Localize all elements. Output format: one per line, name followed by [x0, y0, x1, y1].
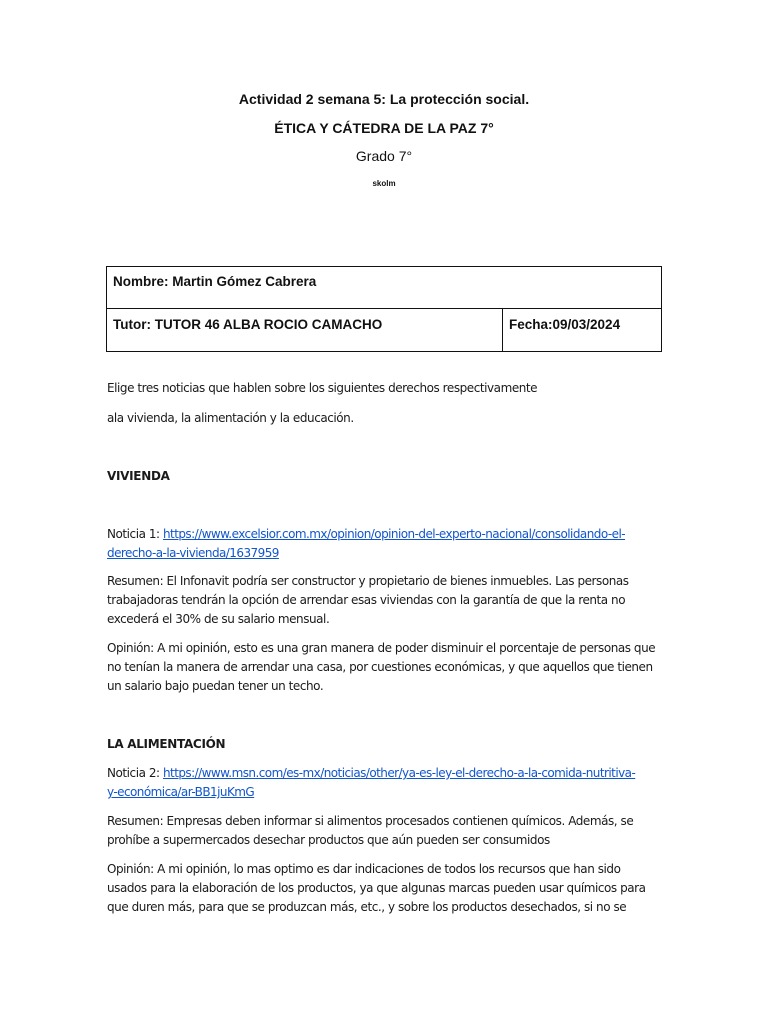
student-info-table	[106, 266, 662, 352]
document-title: Actividad 2 semana 5: La protección social.	[238, 91, 530, 107]
instruction-line-1: Elige tres noticias que hablen sobre los siguientes derechos respectivamente	[107, 381, 538, 395]
noticia-2-label: Noticia 2:	[107, 766, 163, 780]
resumen-2-line-1: Resumen: Empresas deben informar si alimentos procesados contienen químicos. Además, se	[107, 814, 634, 828]
student-name-cell: Nombre: Martin Gómez Cabrera	[107, 267, 662, 309]
small-mark-text: skolm	[372, 179, 396, 188]
noticia-1-line-1	[107, 525, 667, 544]
noticia-1-line-2	[107, 544, 667, 563]
opinion-1-line-3: un salario bajo puedan tener un techo.	[107, 679, 324, 693]
opinion-1-line-1: Opinión: A mi opinión, esto es una gran manera de poder disminuir el porcentaje de personas que	[107, 641, 656, 655]
noticia-2-link[interactable]: https://www.msn.com/es-mx/noticias/other/ya-es-ley-el-derecho-a-la-comida-nutritiva-	[163, 766, 636, 780]
noticia-2-link-continued[interactable]: y-económica/ar-BB1juKmG	[107, 785, 255, 799]
grade-label: Grado 7°	[355, 148, 413, 164]
subject-title: ÉTICA Y CÁTEDRA DE LA PAZ 7°	[274, 120, 494, 136]
opinion-1-line-2: no tenían la manera de arrendar una casa, por cuestiones económicas, y que aquellos que tienen	[107, 660, 653, 674]
resumen-1-line-3: excederá el 30% de su salario mensual.	[107, 612, 330, 626]
tutor-cell: Tutor: TUTOR 46 ALBA ROCIO CAMACHO	[107, 309, 503, 352]
resumen-2-line-2: prohíbe a supermercados desechar productos que aún pueden ser consumidos	[107, 833, 550, 847]
date-cell: Fecha:09/03/2024	[503, 309, 662, 352]
noticia-1-link[interactable]: https://www.excelsior.com.mx/opinion/opinion-del-experto-nacional/consolidando-el-	[163, 527, 626, 541]
resumen-1-line-2: trabajadoras tendrán la opción de arrendar esas viviendas con la garantía de que la renta no	[107, 593, 626, 607]
instruction-line-2: ala vivienda, la alimentación y la educación.	[107, 411, 354, 425]
table-row	[107, 267, 662, 309]
resumen-1-line-1: Resumen: El Infonavit podría ser constructor y propietario de bienes inmuebles. Las personas	[107, 574, 629, 588]
noticia-2-line-2	[107, 783, 667, 802]
table-row	[107, 309, 662, 352]
noticia-2-line-1	[107, 764, 667, 783]
noticia-1-link-continued[interactable]: derecho-a-la-vivienda/1637959	[107, 546, 279, 560]
section-heading-vivienda: VIVIENDA	[107, 469, 170, 483]
opinion-2-line-3: que duren más, para que se produzcan más, etc., y sobre los productos desechados, si no se	[107, 900, 627, 914]
noticia-1-label: Noticia 1:	[107, 527, 163, 541]
opinion-2-line-1: Opinión: A mi opinión, lo mas optimo es dar indicaciones de todos los recursos que han sido	[107, 862, 621, 876]
opinion-2-line-2: usados para la elaboración de los productos, ya que algunas marcas pueden usar químicos para	[107, 881, 646, 895]
section-heading-alimentacion: LA ALIMENTACIÓN	[107, 737, 226, 751]
